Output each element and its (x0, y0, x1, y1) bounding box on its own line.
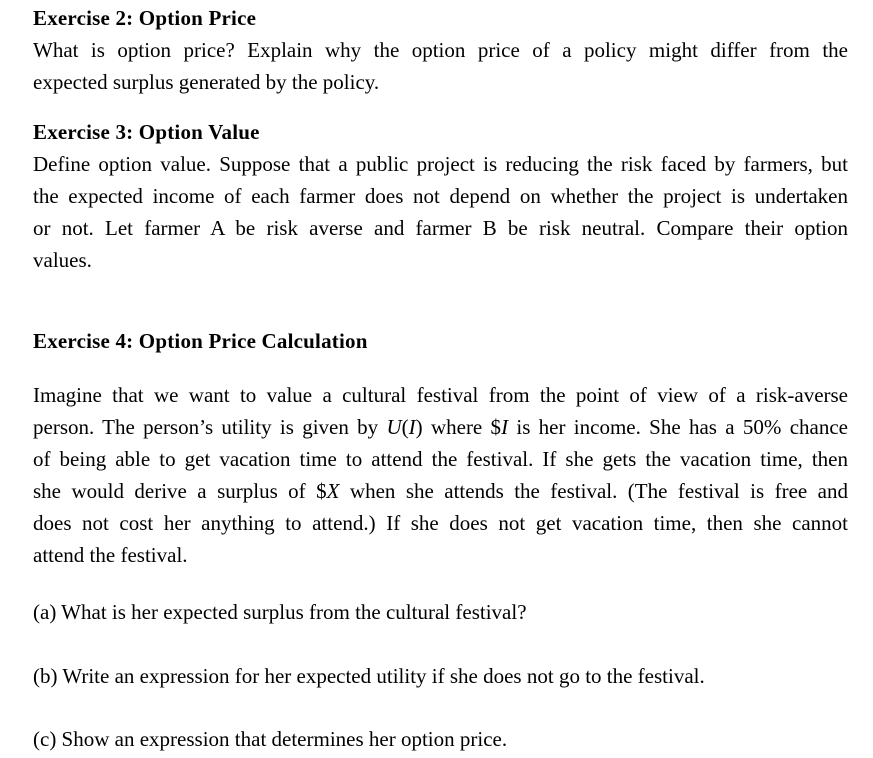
exercise-3-heading: Exercise 3: Option Value (33, 120, 260, 144)
exercise-4-body (33, 379, 848, 571)
exercise-2-heading: Exercise 2: Option Price (33, 6, 257, 30)
paragraph-line: the expected income of each farmer does not depend on whether the project is undertaken (33, 184, 848, 208)
exercise-sheet (33, 2, 848, 755)
question-item-a: (a) What is her expected surplus from the cultural festival? (33, 600, 527, 624)
paragraph-line: person. The person’s utility is given by U(I) where $I is her income. She has a 50% chance (33, 415, 848, 439)
paragraph-line: Define option value. Suppose that a public project is reducing the risk faced by farmers, but (33, 152, 848, 176)
paragraph-line: values. (33, 248, 92, 272)
paragraph-line: does not cost her anything to attend.) If she does not get vacation time, then she cannot (33, 511, 848, 535)
paragraph-line: of being able to get vacation time to attend the festival. If she gets the vacation time, then (33, 447, 848, 471)
exercise-2-body (33, 34, 848, 98)
question-item-c: (c) Show an expression that determines her option price. (33, 727, 508, 751)
paragraph-line: she would derive a surplus of $X when she attends the festival. (The festival is free and (33, 479, 848, 503)
paragraph-line: expected surplus generated by the policy. (33, 70, 380, 94)
exercise-3-body (33, 148, 848, 276)
paragraph-line: attend the festival. (33, 543, 188, 567)
question-item-b: (b) Write an expression for her expected utility if she does not go to the festival. (33, 664, 705, 688)
paragraph-line: What is option price? Explain why the option price of a policy might differ from the (33, 38, 848, 62)
paragraph-line: or not. Let farmer A be risk averse and farmer B be risk neutral. Compare their option (33, 216, 848, 240)
exercise-4-heading: Exercise 4: Option Price Calculation (33, 329, 368, 353)
paragraph-line: Imagine that we want to value a cultural festival from the point of view of a risk-averse (33, 383, 848, 407)
